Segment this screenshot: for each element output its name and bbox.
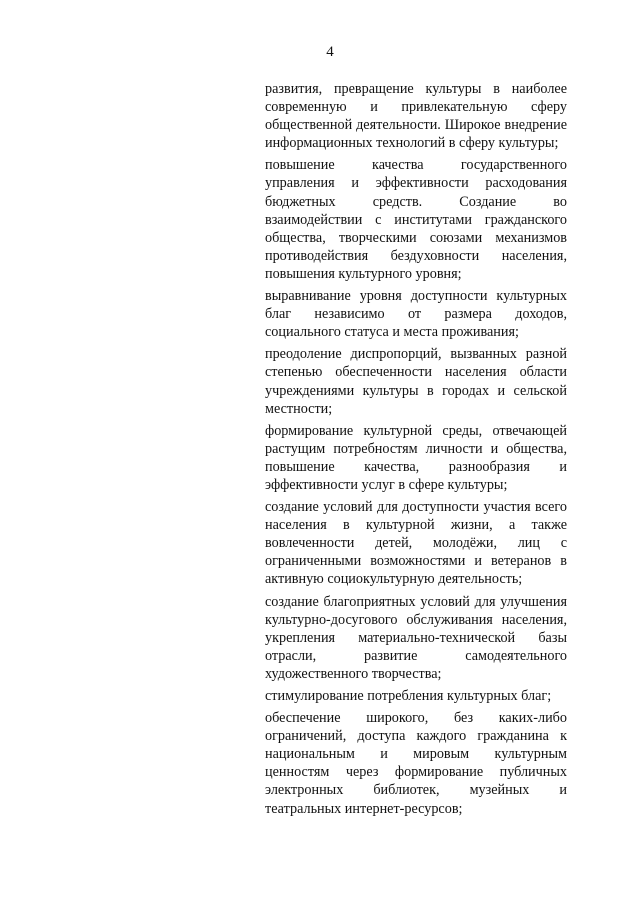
paragraph-governance-quality: повышение качества государственного управления и эффективности расходования бюджетных средств. Создание во взаимодействии с институтами гражданского общества, творческими союзами механизмов противодействия бездуховности населения, повышения культурного уровня; bbox=[265, 157, 567, 282]
page-number: 4 bbox=[326, 44, 334, 60]
paragraph-culture-development: развития, превращение культуры в наиболее современную и привлекательную сферу общественной деятельности. Широкое внедрение информационных технологий в сферу культуры; bbox=[265, 81, 567, 152]
paragraph-cultural-environment: формирование культурной среды, отвечающей растущим потребностям личности и общества, повышение качества, разнообразия и эффективности услуг в сфере культуры; bbox=[265, 422, 567, 493]
paragraph-consumption: стимулирование потребления культурных благ; bbox=[265, 688, 552, 704]
paragraph-disproportions: преодоление диспропорций, вызванных разной степенью обеспеченности населения области учреждениями культуры в городах и сельской местности; bbox=[265, 346, 567, 417]
paragraph-leisure-services: создание благоприятных условий для улучшения культурно-досугового обслуживания населения, укрепления материально-технической базы отрасли, развитие самодеятельного художественного творчества; bbox=[265, 593, 567, 682]
paragraph-access-equalization: выравнивание уровня доступности культурных благ независимо от размера доходов, социального статуса и места проживания; bbox=[265, 288, 567, 341]
paragraph-participation: создание условий для доступности участия всего населения в культурной жизни, а также вовлеченности детей, молодёжи, лиц с ограниченными возможностями и ветеранов в активную социокультурную деятельность; bbox=[265, 499, 567, 588]
document-body bbox=[265, 80, 567, 822]
paragraph-digital-access: обеспечение широкого, без каких-либо ограничений, доступа каждого гражданина к национальным и мировым культурным ценностям через формирование публичных электронных библиотек, музейных и театральных интернет-ресурсов; bbox=[265, 710, 567, 817]
